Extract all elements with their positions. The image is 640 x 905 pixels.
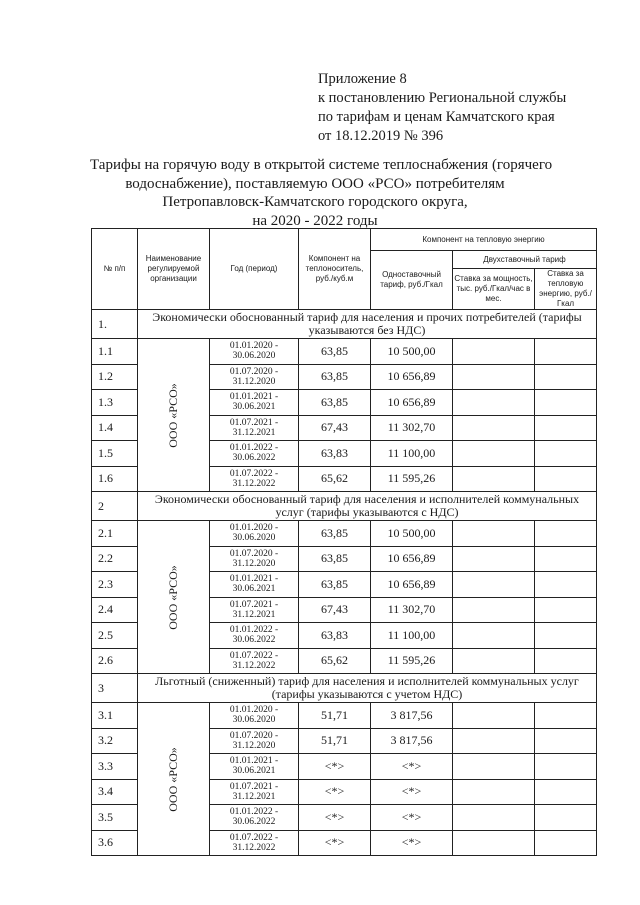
period-from: 01.01.2021 -: [229, 392, 279, 403]
appendix-block: [318, 70, 566, 146]
period-from: 01.01.2020 -: [229, 523, 279, 534]
capacity-value: [453, 415, 535, 441]
title-line: Петропавловск-Камчатского городского округа,: [162, 194, 468, 210]
period-from: 01.01.2022 -: [229, 443, 279, 454]
one-part-value: 3 817,56: [371, 703, 453, 729]
period-cell: [210, 830, 299, 856]
one-part-value: 11 100,00: [371, 441, 453, 467]
period-to: 31.12.2022: [232, 842, 276, 853]
period-cell: [210, 703, 299, 729]
organization-name: [138, 339, 210, 492]
energy-rate-value: [535, 390, 597, 416]
carrier-value: 63,85: [299, 390, 371, 416]
period-cell: [210, 648, 299, 674]
one-part-value: 10 656,89: [371, 572, 453, 598]
header-capacity: Ставка за мощность, тыс. руб./Гкал/час в мес.: [453, 269, 535, 310]
energy-rate-value: [535, 521, 597, 547]
carrier-value: 67,43: [299, 415, 371, 441]
capacity-value: [453, 779, 535, 805]
energy-rate-value: [535, 703, 597, 729]
carrier-value: 63,85: [299, 572, 371, 598]
carrier-value: 65,62: [299, 648, 371, 674]
period-from: 01.01.2021 -: [229, 756, 279, 767]
section-number: 3: [92, 674, 138, 703]
period-from: 01.07.2022 -: [229, 832, 279, 843]
energy-rate-value: [535, 466, 597, 492]
row-number: 3.5: [92, 805, 138, 831]
organization-label: ООО «РСО»: [166, 747, 180, 812]
capacity-value: [453, 466, 535, 492]
one-part-value: 11 595,26: [371, 648, 453, 674]
capacity-value: [453, 754, 535, 780]
section-row: [92, 492, 597, 521]
carrier-value: 67,43: [299, 597, 371, 623]
capacity-value: [453, 364, 535, 390]
one-part-value: 10 500,00: [371, 521, 453, 547]
capacity-value: [453, 703, 535, 729]
capacity-value: [453, 390, 535, 416]
one-part-value: 11 100,00: [371, 623, 453, 649]
carrier-value: 63,83: [299, 623, 371, 649]
row-number: 3.1: [92, 703, 138, 729]
row-number: 3.3: [92, 754, 138, 780]
period-from: 01.01.2022 -: [229, 807, 279, 818]
energy-rate-value: [535, 728, 597, 754]
period-to: 30.06.2020: [232, 351, 276, 362]
row-number: 1.6: [92, 466, 138, 492]
one-part-value: 3 817,56: [371, 728, 453, 754]
period-to: 30.06.2021: [232, 402, 276, 413]
header-org-name: Наименование регулируемой организации: [138, 229, 210, 310]
document-title: [90, 156, 553, 230]
period-cell: [210, 572, 299, 598]
header-energy-group: Компонент на тепловую энергию: [371, 229, 597, 251]
capacity-value: [453, 441, 535, 467]
row-number: 3.4: [92, 779, 138, 805]
energy-rate-value: [535, 779, 597, 805]
period-cell: [210, 754, 299, 780]
table-row: [92, 339, 597, 365]
period-from: 01.07.2021 -: [229, 781, 279, 792]
energy-rate-value: [535, 415, 597, 441]
row-number: 1.4: [92, 415, 138, 441]
period-to: 30.06.2020: [232, 715, 276, 726]
period-cell: [210, 521, 299, 547]
period-to: 30.06.2020: [232, 533, 276, 544]
period-from: 01.01.2022 -: [229, 625, 279, 636]
period-cell: [210, 441, 299, 467]
period-to: 31.12.2021: [232, 427, 276, 438]
carrier-value: 63,85: [299, 521, 371, 547]
energy-rate-value: [535, 572, 597, 598]
row-number: 3.2: [92, 728, 138, 754]
energy-rate-value: [535, 364, 597, 390]
period-from: 01.01.2021 -: [229, 574, 279, 585]
capacity-value: [453, 572, 535, 598]
appendix-line: по тарифам и ценам Камчатского края: [318, 109, 555, 125]
energy-rate-value: [535, 830, 597, 856]
period-cell: [210, 390, 299, 416]
period-cell: [210, 364, 299, 390]
table-row: [92, 703, 597, 729]
row-number: 2.3: [92, 572, 138, 598]
carrier-value: 51,71: [299, 728, 371, 754]
section-row: [92, 674, 597, 703]
section-title: Экономически обоснованный тариф для населения и прочих потребителей (тарифы указываются без НДС): [138, 310, 597, 339]
energy-rate-value: [535, 805, 597, 831]
period-cell: [210, 546, 299, 572]
section-number: 1.: [92, 310, 138, 339]
row-number: 1.1: [92, 339, 138, 365]
period-cell: [210, 728, 299, 754]
period-to: 31.12.2022: [232, 478, 276, 489]
carrier-value: 63,85: [299, 364, 371, 390]
header-period: Год (период): [210, 229, 299, 310]
carrier-value: <*>: [299, 754, 371, 780]
capacity-value: [453, 546, 535, 572]
row-number: 1.5: [92, 441, 138, 467]
one-part-value: 10 656,89: [371, 390, 453, 416]
carrier-value: 63,85: [299, 546, 371, 572]
period-from: 01.01.2020 -: [229, 341, 279, 352]
period-to: 30.06.2022: [232, 635, 276, 646]
organization-label: ООО «РСО»: [166, 565, 180, 630]
carrier-value: <*>: [299, 779, 371, 805]
period-from: 01.07.2021 -: [229, 599, 279, 610]
row-number: 2.4: [92, 597, 138, 623]
period-to: 30.06.2022: [232, 817, 276, 828]
period-to: 30.06.2021: [232, 766, 276, 777]
organization-label: ООО «РСО»: [166, 383, 180, 448]
period-cell: [210, 415, 299, 441]
header-num: № п/п: [92, 229, 138, 310]
period-to: 30.06.2022: [232, 453, 276, 464]
period-to: 31.12.2020: [232, 558, 276, 569]
title-line: на 2020 - 2022 годы: [252, 212, 378, 229]
period-cell: [210, 597, 299, 623]
carrier-value: 65,62: [299, 466, 371, 492]
one-part-value: <*>: [371, 779, 453, 805]
one-part-value: <*>: [371, 830, 453, 856]
period-cell: [210, 779, 299, 805]
period-from: 01.07.2022 -: [229, 650, 279, 661]
row-number: 2.1: [92, 521, 138, 547]
title-line: водоснабжение), поставляемую ООО «РСО» потребителям: [125, 175, 505, 192]
header-two-part: Двухставочный тариф: [453, 251, 597, 269]
capacity-value: [453, 623, 535, 649]
organization-name: [138, 703, 210, 856]
period-to: 31.12.2021: [232, 791, 276, 802]
appendix-line: от 18.12.2019 № 396: [318, 128, 444, 144]
one-part-value: 11 302,70: [371, 597, 453, 623]
period-to: 31.12.2020: [232, 376, 276, 387]
one-part-value: 10 656,89: [371, 364, 453, 390]
capacity-value: [453, 339, 535, 365]
period-cell: [210, 466, 299, 492]
energy-rate-value: [535, 623, 597, 649]
capacity-value: [453, 830, 535, 856]
capacity-value: [453, 648, 535, 674]
one-part-value: 10 656,89: [371, 546, 453, 572]
table-row: [92, 521, 597, 547]
capacity-value: [453, 728, 535, 754]
energy-rate-value: [535, 441, 597, 467]
row-number: 2.5: [92, 623, 138, 649]
energy-rate-value: [535, 648, 597, 674]
one-part-value: 11 302,70: [371, 415, 453, 441]
period-to: 31.12.2020: [232, 740, 276, 751]
period-from: 01.07.2020 -: [229, 366, 279, 377]
carrier-value: <*>: [299, 805, 371, 831]
section-number: 2: [92, 492, 138, 521]
energy-rate-value: [535, 597, 597, 623]
row-number: 1.3: [92, 390, 138, 416]
period-from: 01.07.2020 -: [229, 730, 279, 741]
organization-name: [138, 521, 210, 674]
section-title: Экономически обоснованный тариф для населения и исполнителей коммунальных услуг (тарифы указываются с НДС): [138, 492, 597, 521]
period-to: 31.12.2021: [232, 609, 276, 620]
period-from: 01.07.2022 -: [229, 468, 279, 479]
period-to: 30.06.2021: [232, 584, 276, 595]
capacity-value: [453, 597, 535, 623]
one-part-value: 11 595,26: [371, 466, 453, 492]
carrier-value: <*>: [299, 830, 371, 856]
capacity-value: [453, 805, 535, 831]
one-part-value: 10 500,00: [371, 339, 453, 365]
row-number: 1.2: [92, 364, 138, 390]
period-from: 01.01.2020 -: [229, 705, 279, 716]
one-part-value: <*>: [371, 805, 453, 831]
carrier-value: 63,85: [299, 339, 371, 365]
capacity-value: [453, 521, 535, 547]
energy-rate-value: [535, 546, 597, 572]
energy-rate-value: [535, 339, 597, 365]
tariff-table: [91, 228, 597, 856]
header-carrier: Компонент на теплоноситель, руб./куб.м: [299, 229, 371, 310]
header-energy-rate: Ставка за тепловую энергию, руб./Гкал: [535, 269, 597, 310]
period-from: 01.07.2021 -: [229, 417, 279, 428]
one-part-value: <*>: [371, 754, 453, 780]
period-cell: [210, 623, 299, 649]
row-number: 3.6: [92, 830, 138, 856]
period-cell: [210, 339, 299, 365]
header-one-part: Одноставочный тариф, руб./Гкал: [371, 251, 453, 310]
carrier-value: 51,71: [299, 703, 371, 729]
row-number: 2.2: [92, 546, 138, 572]
appendix-line: к постановлению Региональной службы: [318, 90, 567, 106]
period-to: 31.12.2022: [232, 660, 276, 671]
period-cell: [210, 805, 299, 831]
row-number: 2.6: [92, 648, 138, 674]
title-line: Тарифы на горячую воду в открытой системе теплоснабжения (горячего: [90, 157, 553, 173]
energy-rate-value: [535, 754, 597, 780]
carrier-value: 63,83: [299, 441, 371, 467]
section-title: Льготный (сниженный) тариф для населения и исполнителей коммунальных услуг (тарифы указываются с учетом НДС): [138, 674, 597, 703]
section-row: [92, 310, 597, 339]
appendix-line: Приложение 8: [318, 71, 407, 87]
period-from: 01.07.2020 -: [229, 548, 279, 559]
